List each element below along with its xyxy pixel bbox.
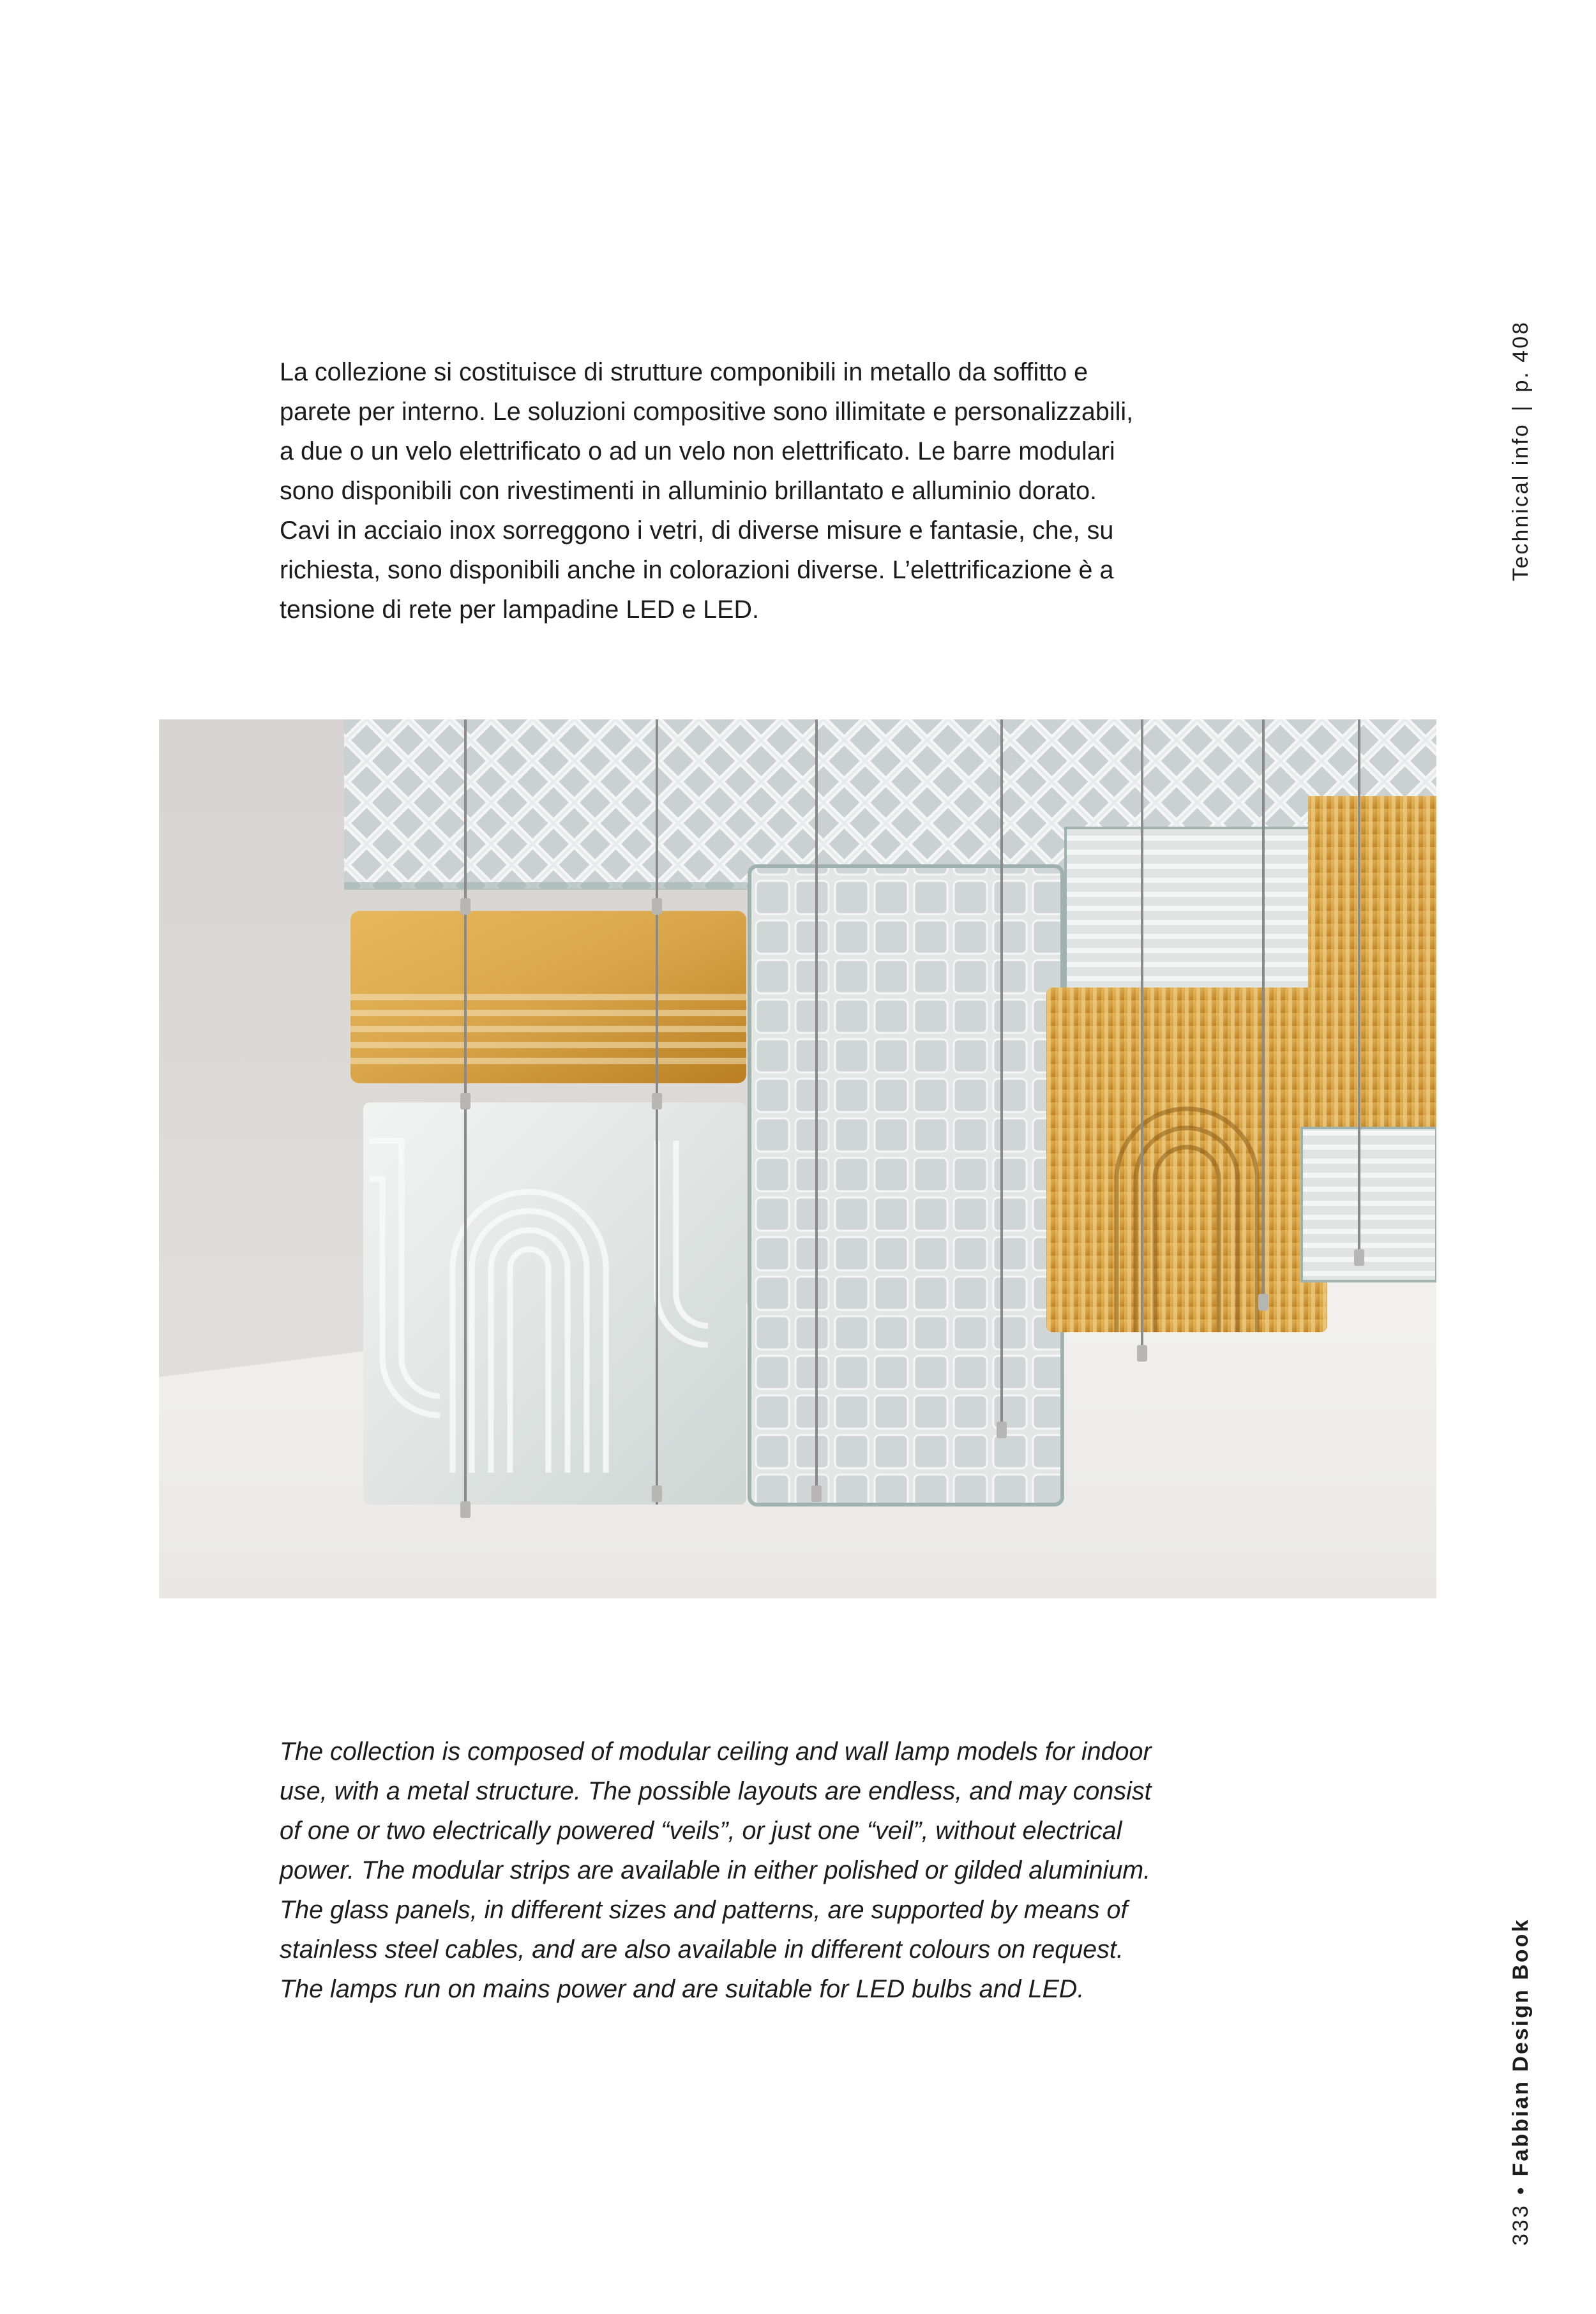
glass-panel-amber-right — [1046, 988, 1327, 1332]
intro-italian-paragraph — [280, 352, 1186, 629]
intro-en-line: of one or two electrically powered “veils”, or just one “veil”, without electrical — [280, 1817, 1122, 1845]
intro-it-line: a due o un velo elettrificato o ad un velo non elettrificato. Le barre modulari — [280, 437, 1115, 465]
product-photo — [159, 719, 1436, 1598]
intro-it-line: sono disponibili con rivestimenti in alluminio brillantato e alluminio dorato. — [280, 477, 1097, 505]
side-book-footer — [1508, 1888, 1533, 2246]
intro-en-line: The glass panels, in different sizes and patterns, are supported by means of — [280, 1896, 1128, 1924]
intro-it-line: Cavi in acciaio inox sorreggono i vetri, di diverse misure e fantasie, che, su — [280, 516, 1114, 545]
technical-info-link[interactable]: Technical info — [1508, 423, 1533, 582]
intro-en-line: The collection is composed of modular ceiling and wall lamp models for indoor — [280, 1738, 1152, 1766]
intro-en-line: use, with a metal structure. The possible layouts are endless, and may consist — [280, 1777, 1152, 1805]
book-title: Fabbian Design Book — [1508, 1918, 1533, 2177]
intro-en-line: The lamps run on mains power and are suitable for LED bulbs and LED. — [280, 1975, 1085, 2003]
page-reference[interactable]: p. 408 — [1508, 320, 1533, 393]
intro-it-line: La collezione si costituisce di strutture componibili in metallo da soffitto e — [280, 358, 1088, 386]
glass-panel-amber-far-right — [1308, 796, 1436, 1128]
glass-panel-grid — [749, 866, 1062, 1505]
intro-it-line: tensione di rete per lampadine LED e LED. — [280, 596, 759, 624]
side-separator: | — [1508, 403, 1533, 412]
intro-english-paragraph — [280, 1732, 1186, 2009]
intro-it-line: parete per interno. Le soluzioni compositive sono illimitate e personalizzabili, — [280, 398, 1134, 426]
intro-en-line: power. The modular strips are available in either polished or gilded aluminium. — [280, 1856, 1151, 1884]
footer-bullet: • — [1508, 2185, 1533, 2195]
glass-panel-arch — [363, 1102, 746, 1505]
intro-it-line: richiesta, sono disponibili anche in colorazioni diverse. L’elettrificazione è a — [280, 556, 1114, 584]
side-technical-info — [1508, 320, 1533, 640]
glass-panel-lines-small — [1302, 1128, 1436, 1281]
page-number: 333 — [1508, 2204, 1533, 2246]
intro-en-line: stainless steel cables, and are also available in different colours on request. — [280, 1935, 1124, 1964]
